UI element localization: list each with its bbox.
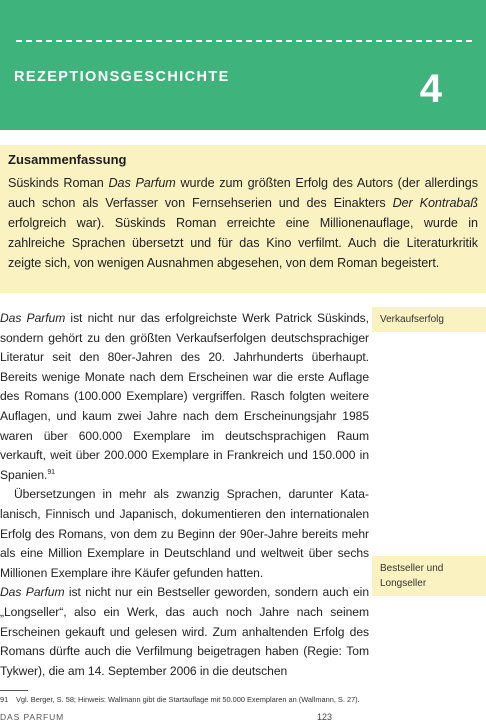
footnote-divider (0, 690, 28, 691)
margin-note-verkaufserfolg: Verkaufserfolg (372, 307, 486, 332)
footnote-text: Vgl. Berger, S. 58; Hinweis: Wallmann gibt die Startauflage mit 50.000 Exemplaren an (Wallmann, S. 27). (16, 695, 360, 704)
margin-note-bestseller: Bestseller und Longseller (372, 556, 486, 596)
page-number: 123 (317, 712, 333, 722)
footnote-ref: 91 (47, 468, 56, 476)
summary-work-title: Der Kontrabaß (392, 196, 478, 210)
paragraph-3 (0, 583, 369, 681)
summary-heading: Zusammenfassung (8, 152, 127, 167)
summary-text-mid: wurde zum größten Erfolg des Autors (der allerdings auch schon als Verfasser von Fernsehserien und des Einakters (8, 176, 478, 210)
summary-text-rest: erfolgreich war). Süskinds Roman erreichte eine Millionenauflage, wurde in zahlreiche Sprachen übersetzt und für das Kino verfilmt. Auch die Literaturkritik zeigte sich, von wenigen Ausnahmen abgesehen, von dem Roman begeistert. (8, 216, 478, 270)
footnote-number: 91 (0, 695, 9, 704)
paragraph-2: Übersetzungen in mehr als zwanzig Sprachen, darunter Katalanisch, Finnisch und Japanisch, dokumentieren den internationalen Erfolg des Romans, von dem zu Beginn der 90er-Jahre bereits mehr als eine Million Exemplare in Deutschland und weltweit über sechs Millionen Exemplare ihre Käufer gefunden hatten. (0, 487, 369, 580)
summary-box (0, 145, 486, 293)
paragraph-1 (0, 309, 369, 485)
chapter-number: 4 (419, 67, 442, 111)
summary-book-title: Das Parfum (108, 176, 176, 190)
footer-book-title: DAS PARFUM (0, 712, 65, 722)
chapter-title: REZEPTIONSGESCHICHTE (14, 69, 230, 85)
summary-text (8, 173, 478, 273)
dashed-divider (16, 40, 472, 42)
main-text (0, 309, 369, 681)
paragraph-3-text: ist nicht nur ein Bestseller geworden, sondern auch ein „Longseller“, also ein Werk, das auch noch Jahre nach seinem Erscheinen gekauft und gelesen wird. Zum anhaltenden Erfolg des Romans dürfte auch die Verfilmung beigetragen haben (Regie: Tom Tykwer), die am 14. September 2006 in die deutschen (0, 585, 369, 678)
summary-text-intro: Süskinds Roman (8, 176, 109, 190)
footnote (0, 694, 486, 705)
chapter-header (0, 0, 486, 130)
book-title: Das Parfum (0, 585, 65, 600)
book-title: Das Parfum (0, 311, 66, 325)
paragraph-1-text: ist nicht nur das erfolgreichste Werk Patrick Süskinds, sondern gehört zu den größten Verkaufserfolgen deutschsprachiger Literatur seit den 80er-Jahren des 20. Jahrhunderts überhaupt. Bereits wenige Monate nach dem Erscheinen war die erste Auflage des Romans (100.000 Exemplare) vergriffen. Rasch folgten weitere Auflagen, und kaum zwei Jahre nach dem Erscheinungsjahr 1985 waren über 600.000 Exemplare im deutschsprachigen Raum verkauft, weit über 200.000 Exemplare in Frankreich und 150.000 in Spanien. (0, 311, 369, 482)
